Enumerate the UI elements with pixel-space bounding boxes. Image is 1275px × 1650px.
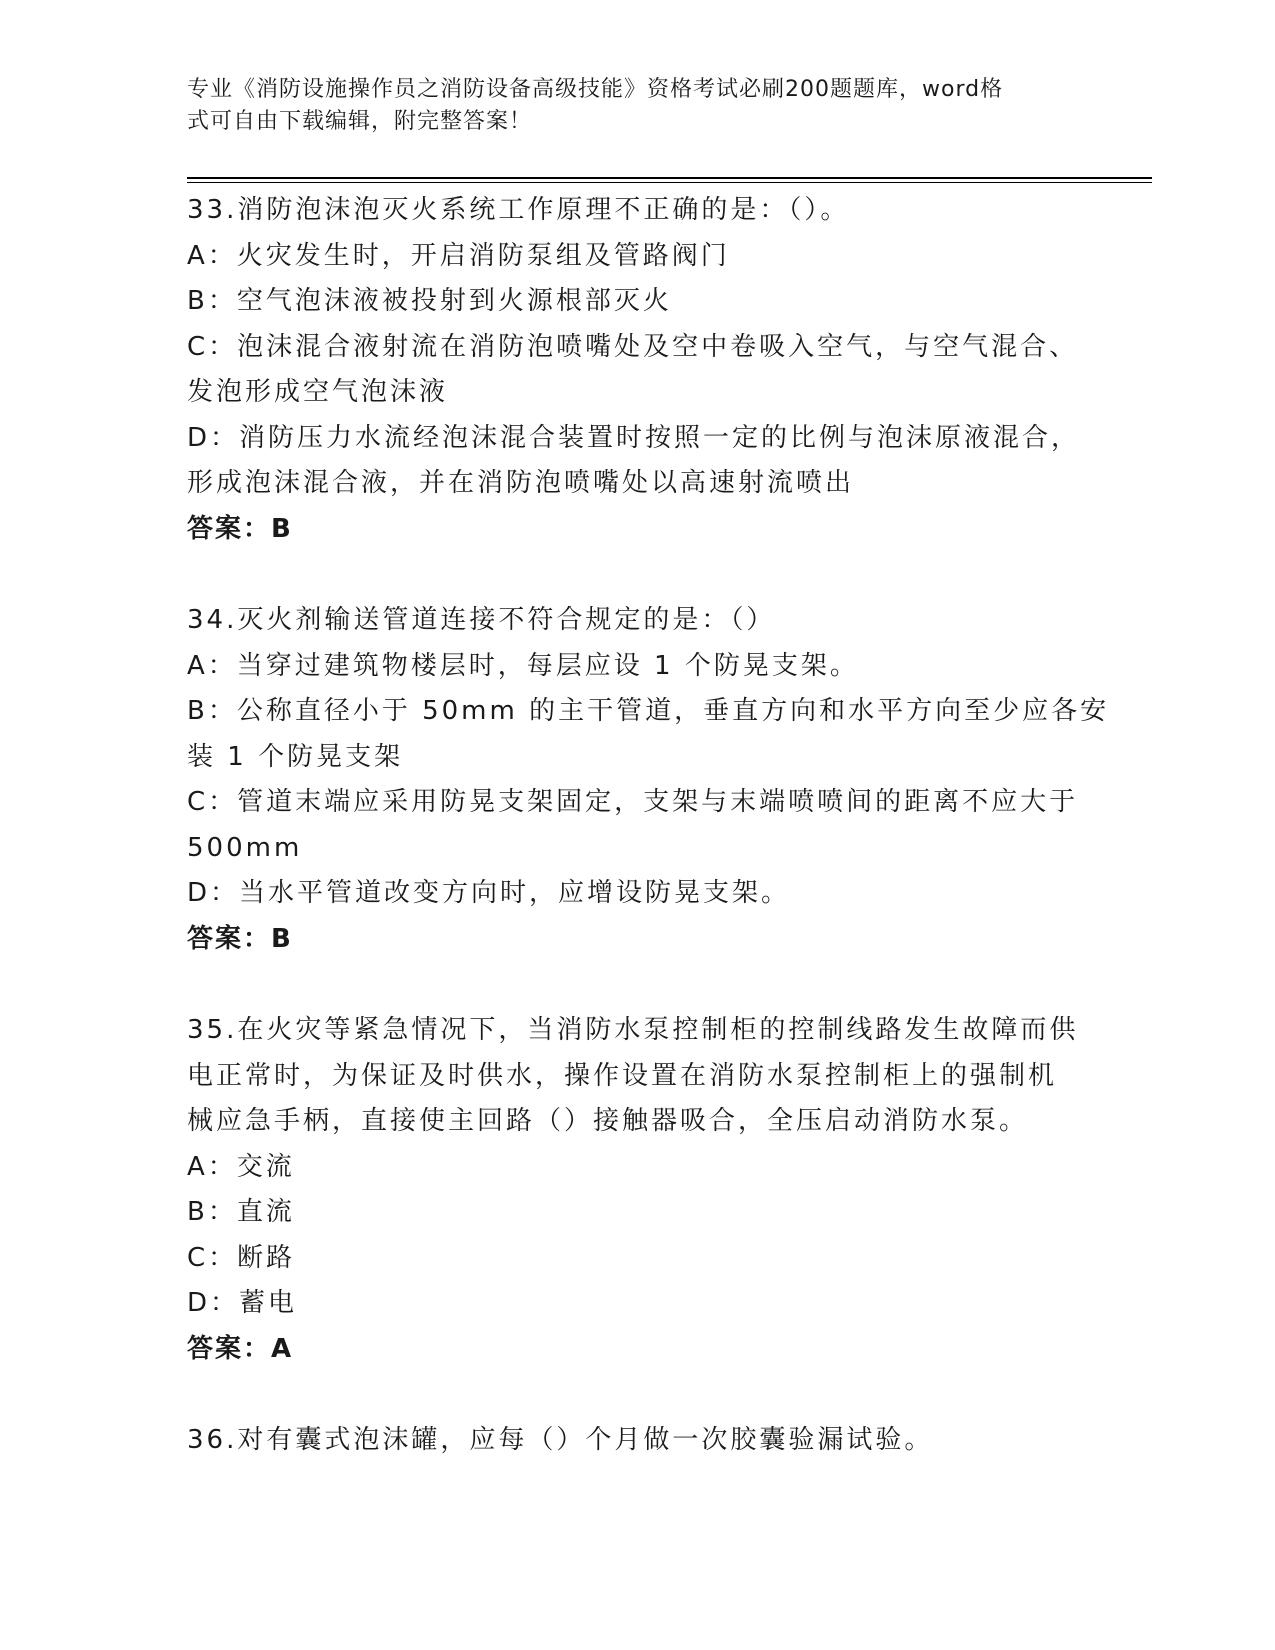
question-block (187, 598, 1110, 962)
header-divider-thick (187, 177, 1152, 179)
header-divider-thin (187, 182, 1152, 183)
spacer (187, 1372, 1087, 1418)
option-a: A：交流 (187, 1151, 295, 1182)
question-block (187, 1008, 1087, 1372)
question-text-cont: 械应急手柄，直接使主回路（）接触器吸合，全压启动消防水泵。 (187, 1106, 1029, 1136)
option-c: C：管道末端应采用防晃支架固定，支架与末端喷喷间的距离不应大于 (187, 787, 1079, 817)
spacer (187, 962, 1087, 1008)
spacer (187, 552, 1087, 598)
question-block (187, 188, 1087, 552)
document-header (187, 74, 1067, 138)
question-list (187, 188, 1110, 1464)
option-b: B：空气泡沫液被投射到火源根部灭火 (187, 286, 672, 316)
header-line-2: 式可自由下载编辑，附完整答案！ (187, 109, 533, 134)
question-text: 35.在火灾等紧急情况下，当消防水泵控制柜的控制线路发生故障而供 (187, 1015, 1079, 1045)
option-d: D：蓄电 (187, 1288, 298, 1318)
header-line-1: 专业《消防设施操作员之消防设备高级技能》资格考试必刷200题题库，word格 (187, 77, 1004, 102)
question-text: 36.对有囊式泡沫罐，应每（）个月做一次胶囊验漏试验。 (187, 1425, 934, 1455)
answer-label: 答案：B (187, 513, 293, 544)
option-c: C：泡沫混合液射流在消防泡喷嘴处及空中卷吸入空气，与空气混合、 (187, 331, 1079, 362)
option-c-cont: 500mm (187, 832, 303, 863)
question-text-cont: 电正常时，为保证及时供水，操作设置在消防水泵控制柜上的强制机 (187, 1060, 1058, 1091)
option-c: C：断路 (187, 1242, 296, 1273)
option-b-cont: 装 1 个防晃支架 (187, 741, 404, 772)
option-c-cont: 发泡形成空气泡沫液 (187, 377, 449, 407)
option-b: B：公称直径小于 50mm 的主干管道，垂直方向和水平方向至少应各安 (187, 696, 1110, 726)
option-b: B：直流 (187, 1197, 295, 1227)
option-a: A：火灾发生时，开启消防泵组及管路阀门 (187, 240, 730, 271)
option-a: A：当穿过建筑物楼层时，每层应设 1 个防晃支架。 (187, 650, 859, 681)
answer-label: 答案：B (187, 923, 293, 954)
answer-label: 答案：A (187, 1333, 294, 1364)
question-text: 33.消防泡沫泡灭火系统工作原理不正确的是：（）。 (187, 195, 850, 225)
question-block (187, 1418, 1087, 1464)
option-d: D：当水平管道改变方向时，应增设防晃支架。 (187, 878, 791, 908)
option-d-cont: 形成泡沫混合液，并在消防泡喷嘴处以高速射流喷出 (187, 468, 855, 498)
option-d: D：消防压力水流经泡沫混合装置时按照一定的比例与泡沫原液混合， (187, 422, 1081, 453)
question-text: 34.灭火剂输送管道连接不符合规定的是：（） (187, 605, 776, 635)
